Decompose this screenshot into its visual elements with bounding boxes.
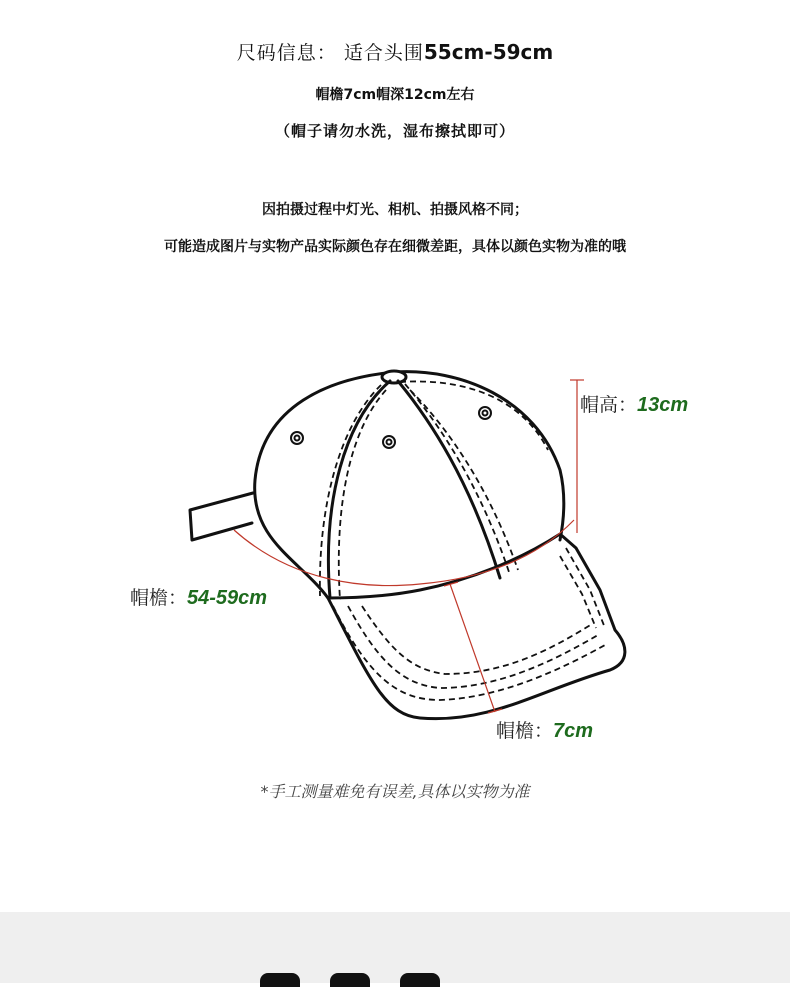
size-info-label: 尺码信息： [236,42,337,64]
cap-crown [255,372,564,598]
care-line: （帽子请勿水洗，湿布擦拭即可） [274,122,515,140]
cropped-heading [260,972,520,992]
brim-measure-line [450,584,495,712]
eyelet [479,407,491,419]
brim-value: 7cm [553,720,594,742]
measurement-note: *手工测量难免有误差,具体以实物为准 [260,782,530,801]
disclaimer-line-2: 可能造成图片与实物产品实际颜色存在细微差距，具体以颜色实物为准的哦 [164,239,626,255]
brim-dimension [496,716,593,743]
eyelet [383,436,395,448]
circumference-value: 54-59cm [187,587,268,609]
height-dimension [580,390,688,417]
brim-label: 帽檐： [496,720,554,742]
disclaimer-line-1: 因拍摄过程中灯光、相机、拍摄风格不同； [262,202,528,218]
circumference-label: 帽檐： [130,587,188,609]
eyelet [291,432,303,444]
fit-label: 适合头围 [343,42,424,64]
height-label: 帽高： [580,394,638,416]
fit-range: 55cm-59cm [423,40,554,64]
cap-strap [190,493,253,540]
cap-brim [328,534,625,719]
brim-depth-line: 帽檐7cm帽深12cm左右 [315,87,475,103]
next-section-band [0,912,790,983]
circumference-dimension [130,583,267,610]
height-value: 13cm [637,394,689,416]
